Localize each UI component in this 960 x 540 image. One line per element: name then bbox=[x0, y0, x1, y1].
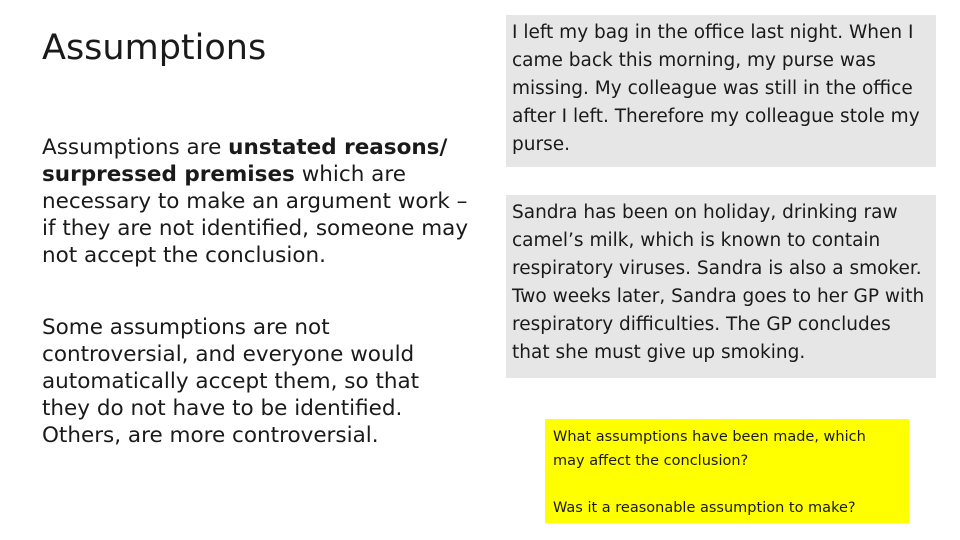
definition-paragraph bbox=[42, 134, 472, 269]
definition-text-end: which are necessary to make an argument work – if they are not identified, someone may not accept the conclusion. bbox=[42, 162, 469, 268]
definition-text-start: Assumptions are bbox=[42, 135, 229, 160]
slide-title: Assumptions bbox=[42, 28, 267, 68]
definition-bold-term: unstated reasons/ surpressed premises bbox=[42, 135, 448, 187]
example-box-colleague: I left my bag in the office last night. When I came back this morning, my purse was missing. My colleague was still in the office after I left. Therefore my colleague stole my purse. bbox=[506, 15, 936, 167]
question-assumptions: What assumptions have been made, which may affect the conclusion? bbox=[553, 429, 866, 469]
question-reasonable: Was it a reasonable assumption to make? bbox=[553, 500, 856, 516]
example-box-sandra: Sandra has been on holiday, drinking raw camel’s milk, which is known to contain respiratory viruses. Sandra is also a smoker. Two weeks later, Sandra goes to her GP with respiratory difficulties. The GP concludes that she must give up smoking. bbox=[506, 195, 936, 378]
question-spacer bbox=[553, 473, 901, 496]
controversy-paragraph: Some assumptions are not controversial, and everyone would automatically accept them, so that they do not have to be identified. Others, are more controversial. bbox=[42, 315, 420, 448]
question-box bbox=[545, 419, 909, 523]
